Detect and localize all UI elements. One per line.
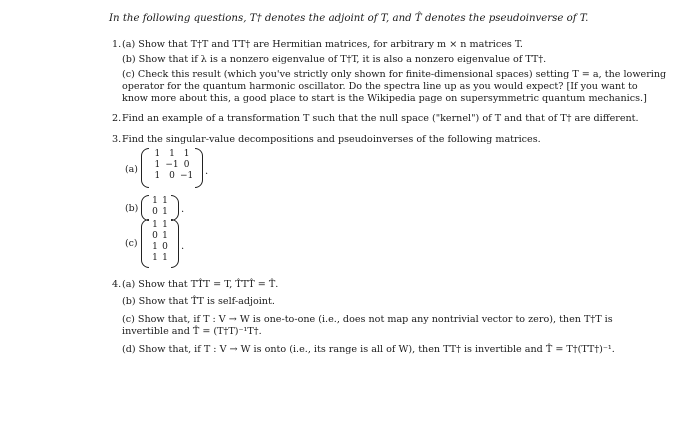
q1-number: 1. [112, 39, 122, 50]
q1-part-b: (b) Show that if λ is a nonzero eigenvalue of T†T, it is also a nonzero eigenvalue of TT†. [122, 54, 547, 65]
matrix-c [141, 219, 179, 268]
matrix-a-entry: 1 [154, 149, 161, 159]
matrix-c-entry: 1 [152, 220, 158, 230]
matrix-a-entry: 1 [169, 149, 175, 159]
matrix-c-right-paren [171, 219, 179, 268]
matrix-a [141, 148, 203, 188]
matrix-b [141, 195, 179, 221]
q3-c-label: (c) [125, 238, 138, 249]
matrix-c-entry: 1 [162, 253, 168, 263]
matrix-a-entry: 0 [183, 160, 190, 170]
q4-part-b: (b) Show that T̂T is self-adjoint. [122, 296, 275, 307]
q2-number: 2. [112, 113, 122, 124]
matrix-c-period: . [181, 241, 185, 252]
matrix-b-right-paren [171, 195, 179, 221]
q1-part-a: (a) Show that T†T and TT† are Hermitian matrices, for arbitrary m × n matrices T. [122, 39, 523, 50]
matrix-c-entry: 1 [152, 253, 158, 263]
matrix-b-entry: 1 [162, 207, 168, 217]
q1-part-c-line3: know more about this, a good place to start is the Wikipedia page on supersymmetric quantum mechanics.] [122, 93, 647, 104]
matrix-b-entry: 0 [152, 207, 158, 217]
matrix-a-left-paren [141, 148, 149, 188]
intro-text: In the following questions, T† denotes the adjoint of T, and T̂ denotes the pseudoinverse of T. [109, 13, 589, 24]
matrix-b-entries [150, 196, 170, 218]
q3-a-label: (a) [125, 164, 138, 175]
matrix-a-entry: −1 [165, 160, 179, 170]
matrix-a-entry: 0 [169, 171, 175, 181]
matrix-c-entries [150, 220, 170, 264]
q4-number: 4. [112, 279, 122, 290]
q4-part-d: (d) Show that, if T : V → W is onto (i.e., its range is all of W), then TT† is invertible and T̂ = T†(TT†)⁻¹. [122, 344, 615, 355]
matrix-b-entry: 1 [162, 196, 168, 206]
q1-part-c-line2: operator for the quantum harmonic oscillator. Do the spectra line up as you would expect? [If you want to [122, 81, 638, 92]
matrix-a-entry: 1 [183, 149, 190, 159]
matrix-b-period: . [181, 204, 185, 215]
q3-text: Find the singular-value decompositions and pseudoinverses of the following matrices. [122, 134, 541, 145]
matrix-c-entry: 1 [162, 220, 168, 230]
matrix-a-entry: 1 [154, 171, 161, 181]
matrix-c-entry: 0 [162, 242, 168, 252]
q3-number: 3. [112, 134, 122, 145]
q2-text: Find an example of a transformation T such that the null space ("kernel") of T and that of T† are different. [122, 113, 639, 124]
q1-part-c-line1: (c) Check this result (which you've strictly only shown for finite-dimensional spaces) setting T = a, the lowering [122, 69, 667, 80]
matrix-c-entry: 1 [152, 242, 158, 252]
q4-part-c-line2: invertible and T̂ = (T†T)⁻¹T†. [122, 326, 262, 337]
matrix-c-entry: 0 [152, 231, 158, 241]
matrix-b-entry: 1 [152, 196, 158, 206]
q4-part-a: (a) Show that TT̂T = T, T̂TT̂ = T̂. [122, 279, 279, 290]
matrix-a-entry: 1 [154, 160, 161, 170]
matrix-a-entries [150, 149, 194, 182]
matrix-a-entry: −1 [180, 171, 194, 181]
matrix-c-entry: 1 [162, 231, 168, 241]
q3-b-label: (b) [125, 203, 139, 214]
matrix-a-period: . [205, 166, 209, 177]
q4-part-c-line1: (c) Show that, if T : V → W is one-to-one (i.e., does not map any nontrivial vector to zero), then T†T is [122, 314, 613, 325]
matrix-a-right-paren [195, 148, 203, 188]
matrix-b-left-paren [141, 195, 149, 221]
matrix-c-left-paren [141, 219, 149, 268]
